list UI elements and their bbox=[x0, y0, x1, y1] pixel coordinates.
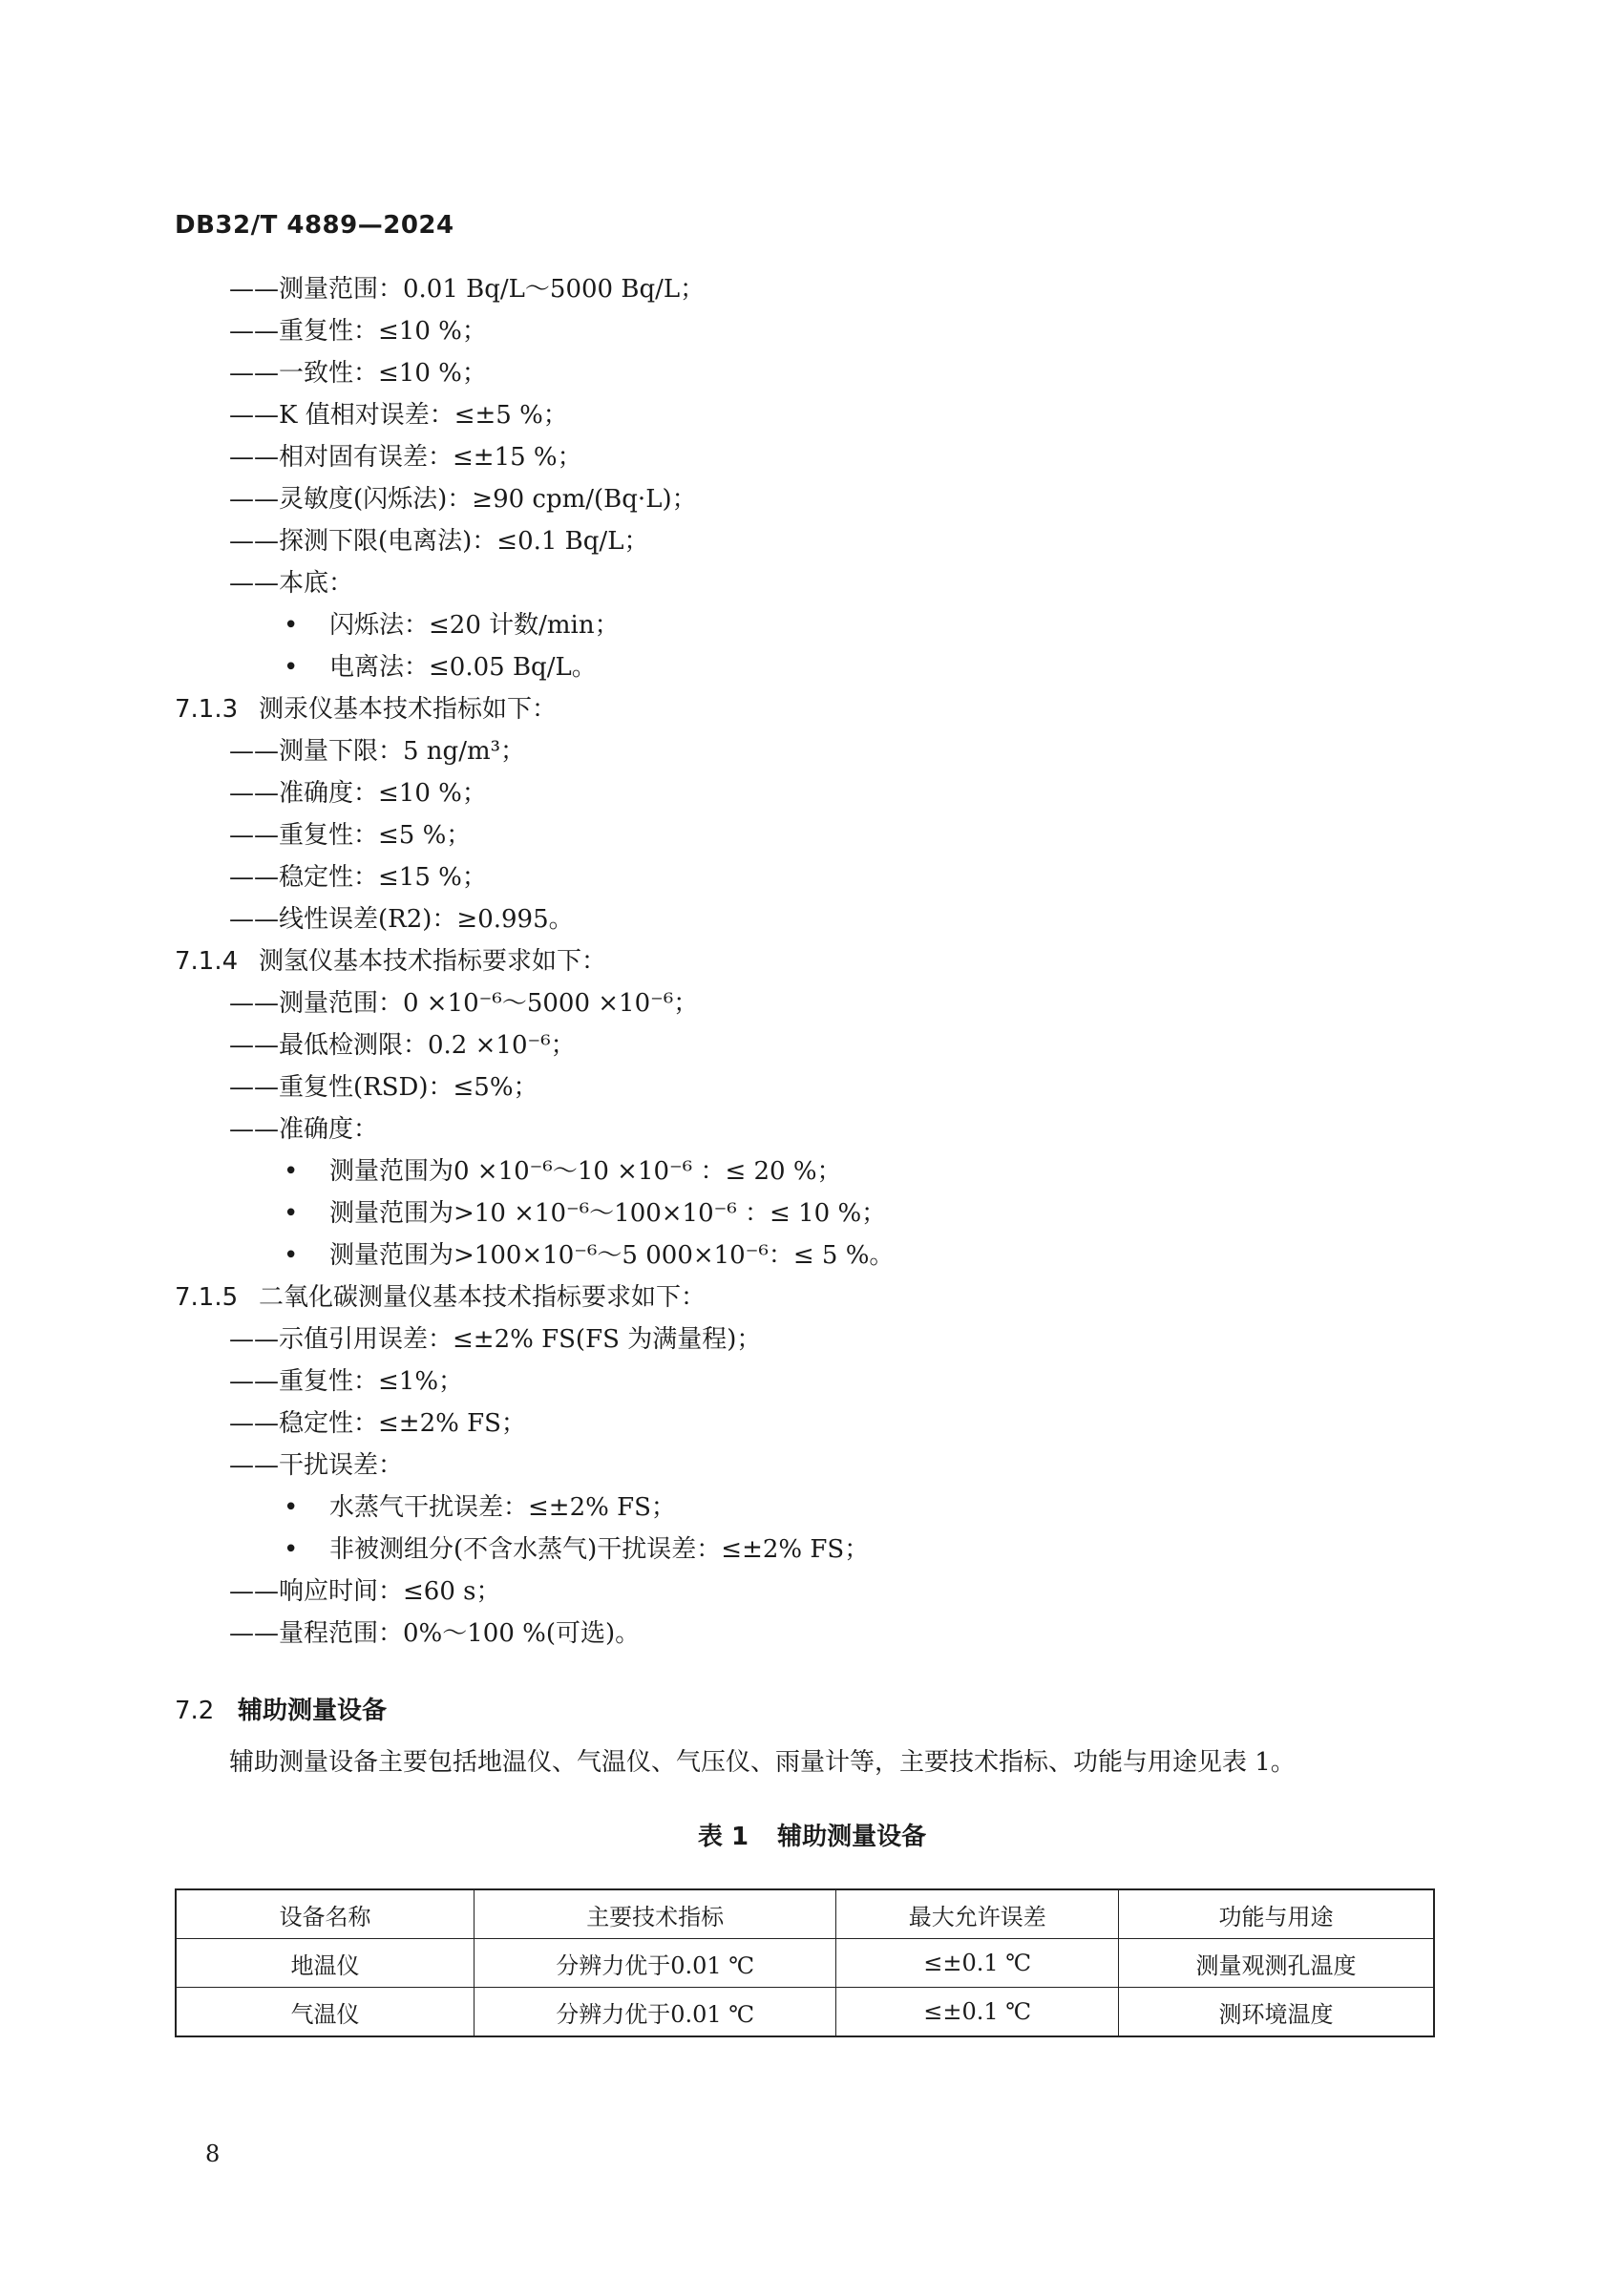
spec-item: ——重复性：≤10 %； bbox=[229, 317, 487, 346]
spec-item: ——灵敏度(闪烁法)：≥90 cpm/(Bq·L)； bbox=[229, 485, 697, 514]
spec-item: ——最低检测限：0.2 ×10⁻⁶； bbox=[229, 1031, 576, 1060]
spec-subitem-text: 水蒸气干扰误差：≤±2% FS； bbox=[329, 1493, 676, 1522]
spec-subitem-text: 电离法：≤0.05 Bq/L。 bbox=[329, 653, 597, 682]
section-paragraph: 辅助测量设备主要包括地温仪、气温仪、气压仪、雨量计等，主要技术指标、功能与用途见表 1。 bbox=[229, 1748, 1296, 1777]
clause-title: 测氢仪基本技术指标要求如下： bbox=[259, 947, 607, 976]
table-cell: 分辨力优于0.01 ℃ bbox=[474, 1939, 835, 1988]
spec-item: ——一致性：≤10 %； bbox=[229, 359, 487, 388]
spec-subitem-text: 测量范围为>10 ×10⁻⁶～100×10⁻⁶ ：≤ 10 %； bbox=[329, 1199, 887, 1228]
spec-item: ——准确度： bbox=[229, 1115, 379, 1144]
spec-item: ——稳定性：≤±2% FS； bbox=[229, 1409, 526, 1438]
spec-subitem bbox=[284, 1236, 894, 1275]
spec-item: ——准确度：≤10 %； bbox=[229, 779, 487, 808]
spec-item: ——K 值相对误差：≤±5 %； bbox=[229, 401, 568, 430]
table-cell: 气温仪 bbox=[176, 1988, 474, 2037]
clause-number: 7.1.4 bbox=[175, 947, 239, 976]
table-cell: ≤±0.1 ℃ bbox=[836, 1939, 1119, 1988]
spec-item: ——重复性：≤1%； bbox=[229, 1367, 464, 1396]
spec-subitem bbox=[284, 1530, 869, 1569]
bullet-icon: • bbox=[284, 1199, 299, 1228]
bullet-icon: • bbox=[284, 1157, 299, 1186]
table-row bbox=[176, 1939, 1434, 1988]
clause-number: 7.1.3 bbox=[175, 695, 239, 724]
page-number: 8 bbox=[205, 2141, 221, 2167]
table-header-row bbox=[176, 1889, 1434, 1939]
section-number: 7.2 bbox=[175, 1697, 215, 1725]
clause-number: 7.1.5 bbox=[175, 1283, 239, 1312]
table-cell: 分辨力优于0.01 ℃ bbox=[474, 1988, 835, 2037]
spec-item: ——响应时间：≤60 s； bbox=[229, 1577, 501, 1606]
spec-subitem-text: 测量范围为0 ×10⁻⁶～10 ×10⁻⁶ ：≤ 20 %； bbox=[329, 1157, 842, 1186]
spec-item: ——探测下限(电离法)：≤0.1 Bq/L； bbox=[229, 527, 649, 556]
spec-item: ——相对固有误差：≤±15 %； bbox=[229, 443, 582, 472]
aux-equipment-table bbox=[175, 1888, 1435, 2037]
table-caption bbox=[0, 1818, 1624, 1856]
table-header-cell: 主要技术指标 bbox=[474, 1889, 835, 1939]
table-cell: 测量观测孔温度 bbox=[1119, 1939, 1434, 1988]
spec-item: ——线性误差(R2)：≥0.995。 bbox=[229, 905, 574, 934]
clause-heading bbox=[175, 690, 557, 728]
bullet-icon: • bbox=[284, 1535, 299, 1564]
bullet-icon: • bbox=[284, 653, 299, 682]
spec-item: ——测量范围：0 ×10⁻⁶～5000 ×10⁻⁶； bbox=[229, 989, 699, 1018]
clause-title: 二氧化碳测量仪基本技术指标要求如下： bbox=[259, 1283, 707, 1312]
spec-item: ——测量范围：0.01 Bq/L～5000 Bq/L； bbox=[229, 275, 706, 304]
spec-subitem bbox=[284, 1488, 676, 1527]
spec-subitem bbox=[284, 648, 597, 686]
table-header-cell: 功能与用途 bbox=[1119, 1889, 1434, 1939]
spec-item: ——重复性：≤5 %； bbox=[229, 821, 472, 850]
spec-subitem-text: 闪烁法：≤20 计数/min； bbox=[329, 611, 620, 640]
bullet-icon: • bbox=[284, 611, 299, 640]
clause-title: 测汞仪基本技术指标如下： bbox=[259, 695, 558, 724]
spec-subitem bbox=[284, 1194, 886, 1233]
clause-heading bbox=[175, 942, 606, 981]
table-header-cell: 最大允许误差 bbox=[836, 1889, 1119, 1939]
table-cell: 地温仪 bbox=[176, 1939, 474, 1988]
spec-subitem-text: 非被测组分(不含水蒸气)干扰误差：≤±2% FS； bbox=[329, 1535, 870, 1564]
spec-subitem bbox=[284, 1152, 842, 1191]
section-heading bbox=[175, 1692, 387, 1730]
spec-item: ——示值引用误差：≤±2% FS(FS 为满量程)； bbox=[229, 1325, 762, 1354]
spec-item: ——测量下限：5 ng/m³； bbox=[229, 737, 526, 766]
spec-item: ——量程范围：0%～100 %(可选)。 bbox=[229, 1619, 641, 1648]
spec-item: ——重复性(RSD)：≤5%； bbox=[229, 1073, 538, 1102]
document-code: DB32/T 4889—2024 bbox=[175, 211, 454, 240]
table-row bbox=[176, 1988, 1434, 2037]
spec-subitem bbox=[284, 606, 620, 644]
table-cell: ≤±0.1 ℃ bbox=[836, 1988, 1119, 2037]
bullet-icon: • bbox=[284, 1241, 299, 1270]
spec-item: ——稳定性：≤15 %； bbox=[229, 863, 487, 892]
clause-heading bbox=[175, 1278, 706, 1317]
spec-item: ——干扰误差： bbox=[229, 1451, 404, 1480]
bullet-icon: • bbox=[284, 1493, 299, 1522]
table-cell: 测环境温度 bbox=[1119, 1988, 1434, 2037]
spec-subitem-text: 测量范围为>100×10⁻⁶～5 000×10⁻⁶：≤ 5 %。 bbox=[329, 1241, 895, 1270]
spec-item: ——本底： bbox=[229, 569, 354, 598]
table-label: 表 1 bbox=[697, 1823, 749, 1851]
section-title: 辅助测量设备 bbox=[238, 1697, 388, 1725]
table-title: 辅助测量设备 bbox=[777, 1823, 927, 1851]
table-header-cell: 设备名称 bbox=[176, 1889, 474, 1939]
